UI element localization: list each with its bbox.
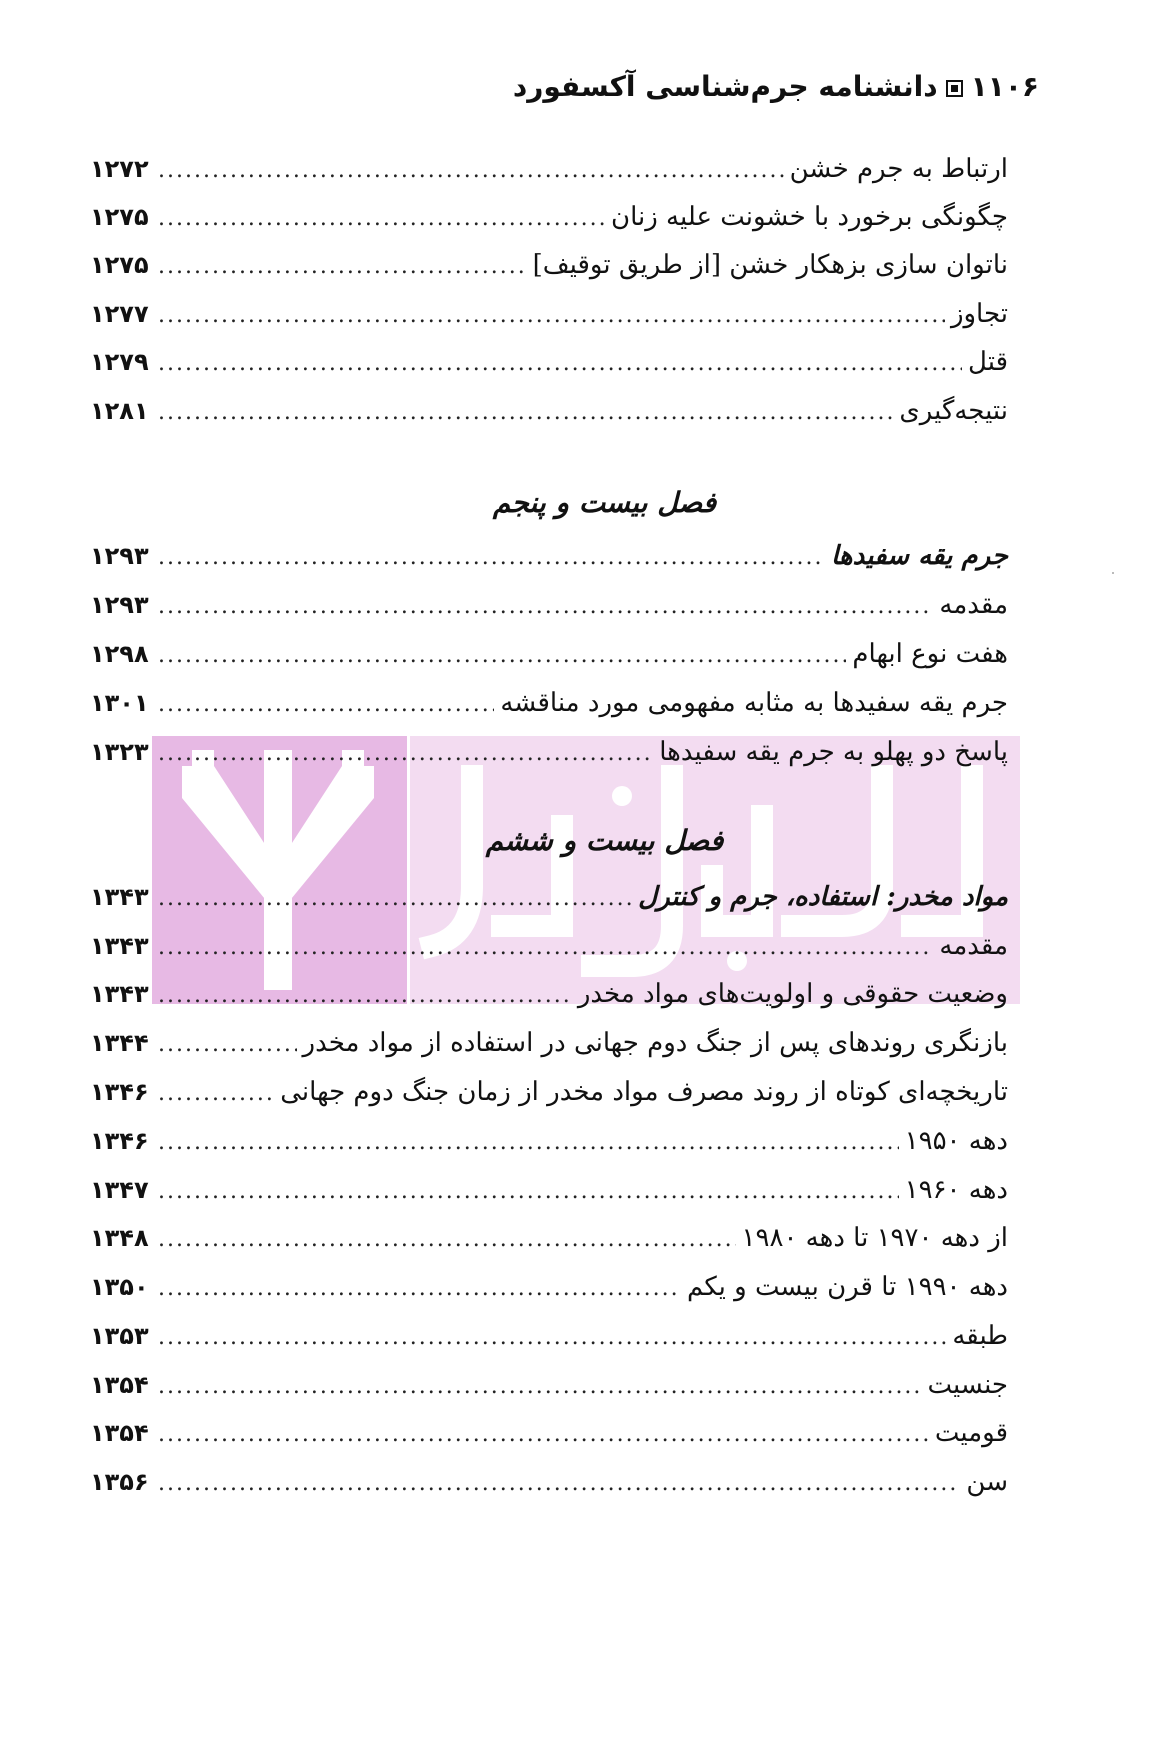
toc-entry-page: ۱۳۵۳: [90, 1322, 149, 1350]
toc-entry-title: قتل: [968, 347, 1008, 377]
toc-entry-page: ۱۳۴۸: [90, 1224, 149, 1252]
toc-entry-title: بازنگری روندهای پس از جنگ دوم جهانی در استفاده از مواد مخدر: [302, 1028, 1008, 1058]
chapter-title-entry[interactable]: [90, 874, 1008, 914]
toc-entry[interactable]: [90, 631, 1008, 671]
toc-entry[interactable]: [90, 1410, 1008, 1450]
toc-entry[interactable]: [90, 146, 1008, 186]
dot-leader: [158, 156, 784, 186]
toc-entry[interactable]: [90, 1264, 1008, 1304]
dot-leader: [158, 1323, 946, 1353]
toc-entry[interactable]: [90, 582, 1008, 622]
dot-leader: [158, 252, 527, 282]
dot-leader: [158, 1372, 922, 1402]
toc-entry-title: جنسیت: [927, 1370, 1008, 1400]
header-page-number: ۱۱۰۶: [970, 70, 1039, 103]
toc-entry-page: ۱۲۷۵: [90, 203, 149, 231]
toc-entry-page: ۱۲۹۸: [90, 640, 149, 668]
toc-entry-page: ۱۳۵۴: [90, 1419, 149, 1447]
toc-entry[interactable]: [90, 1118, 1008, 1158]
toc-entry-page: ۱۳۰۱: [90, 689, 149, 717]
dot-leader: [158, 1274, 681, 1304]
dot-leader: [158, 739, 653, 769]
toc-entry[interactable]: [90, 1069, 1008, 1109]
toc-entry-page: ۱۳۴۳: [90, 980, 149, 1008]
chapter-heading-text: فصل بیست و ششم: [485, 824, 724, 857]
chapter-title: جرم یقه سفیدها: [830, 541, 1008, 571]
toc-entry-page: ۱۳۲۳: [90, 738, 149, 766]
toc-entry-title: هفت نوع ابهام: [852, 639, 1008, 669]
dot-leader: [158, 204, 605, 234]
toc-entry-page: ۱۳۵۴: [90, 1371, 149, 1399]
toc-entry-page: ۱۲۸۱: [90, 397, 149, 425]
toc-entry[interactable]: [90, 291, 1008, 331]
chapter-heading: [0, 824, 1169, 857]
toc-entry-page: ۱۳۴۶: [90, 1127, 149, 1155]
toc-entry[interactable]: [90, 729, 1008, 769]
toc-entry-title: دهه ۱۹۶۰: [904, 1175, 1008, 1205]
toc-entry-page: ۱۳۴۳: [90, 932, 149, 960]
toc-entry-title: دهه ۱۹۵۰: [904, 1126, 1008, 1156]
dot-leader: [158, 1225, 736, 1255]
dot-leader: [158, 884, 632, 914]
toc-entry-title: قومیت: [934, 1418, 1008, 1448]
toc-entry-title: چگونگی برخورد با خشونت علیه زنان: [610, 202, 1008, 232]
toc-entry[interactable]: [90, 680, 1008, 720]
toc-entry-title: جرم یقه سفیدها به مثابه مفهومی مورد مناقشه: [500, 688, 1008, 718]
toc-entry[interactable]: [90, 1020, 1008, 1060]
dot-leader: [158, 1030, 297, 1060]
toc-entry-page: ۱۳۴۶: [90, 1078, 149, 1106]
chapter-heading: [0, 486, 1169, 519]
toc-entry-page: ۱۲۷۹: [90, 348, 149, 376]
toc-entry-title: تجاوز: [950, 299, 1008, 329]
toc-entry-page: ۱۲۹۳: [90, 542, 149, 570]
toc-entry[interactable]: [90, 194, 1008, 234]
toc-entry-title: ارتباط به جرم خشن: [789, 154, 1008, 184]
dot-leader: [158, 543, 825, 573]
toc-entry[interactable]: [90, 339, 1008, 379]
toc-entry[interactable]: [90, 1167, 1008, 1207]
chapter-heading-text: فصل بیست و پنجم: [492, 486, 717, 519]
dot-leader: [158, 1469, 960, 1499]
toc-entry[interactable]: [90, 923, 1008, 963]
toc-entry-page: ۱۳۴۷: [90, 1176, 149, 1204]
toc-entry-title: تاریخچه‌ای کوتاه از روند مصرف مواد مخدر از زمان جنگ دوم جهانی: [280, 1077, 1008, 1107]
dot-leader: [158, 301, 945, 331]
toc-entry-title: دهه ۱۹۹۰ تا قرن بیست و یکم: [687, 1272, 1008, 1302]
toc-entry-title: سن: [966, 1467, 1008, 1497]
dot-leader: [158, 981, 572, 1011]
dot-leader: [158, 1079, 274, 1109]
toc-entry-page: ۱۲۹۳: [90, 591, 149, 619]
toc-entry-title: مقدمه: [939, 590, 1008, 620]
toc-entry-page: ۱۳۵۶: [90, 1468, 149, 1496]
toc-entry-page: ۱۳۴۳: [90, 883, 149, 911]
toc-entry[interactable]: [90, 242, 1008, 282]
dot-leader: [158, 1420, 929, 1450]
toc-entry[interactable]: [90, 1215, 1008, 1255]
dot-leader: [158, 1177, 899, 1207]
toc-entry-title: مقدمه: [939, 931, 1008, 961]
dot-leader: [158, 690, 494, 720]
toc-entry[interactable]: [90, 388, 1008, 428]
chapter-title: مواد مخدر: استفاده، جرم و کنترل: [638, 882, 1008, 912]
dot-leader: [158, 398, 893, 428]
toc-entry-page: ۱۲۷۷: [90, 300, 149, 328]
toc-entry-title: پاسخ دو پهلو به جرم یقه سفیدها: [659, 737, 1008, 767]
toc-entry[interactable]: [90, 1313, 1008, 1353]
toc-entry-title: طبقه: [952, 1321, 1008, 1351]
toc-entry-title: نتیجه‌گیری: [899, 396, 1008, 426]
dot-leader: [158, 592, 933, 622]
toc-entry[interactable]: [90, 971, 1008, 1011]
header-book-title: دانشنامه جرم‌شناسی آکسفورد: [512, 70, 938, 103]
toc-entry-title: وضعیت حقوقی و اولویت‌های مواد مخدر: [577, 979, 1008, 1009]
toc-entry[interactable]: [90, 1459, 1008, 1499]
toc-entry-page: ۱۳۴۴: [90, 1029, 149, 1057]
toc-entry-page: ۱۲۷۲: [90, 155, 149, 183]
toc-entry-page: ۱۳۵۰: [90, 1273, 149, 1301]
toc-entry-title: از دهه ۱۹۷۰ تا دهه ۱۹۸۰: [741, 1223, 1008, 1253]
dot-leader: [158, 933, 933, 963]
toc-entry[interactable]: [90, 1362, 1008, 1402]
toc-entry-page: ۱۲۷۵: [90, 251, 149, 279]
chapter-title-entry[interactable]: [90, 533, 1008, 573]
toc-entry-title: ناتوان سازی بزهکار خشن [از طریق توقیف]: [532, 250, 1008, 280]
dot-leader: [158, 1128, 899, 1158]
dot-leader: [158, 349, 962, 379]
dot-leader: [158, 641, 846, 671]
